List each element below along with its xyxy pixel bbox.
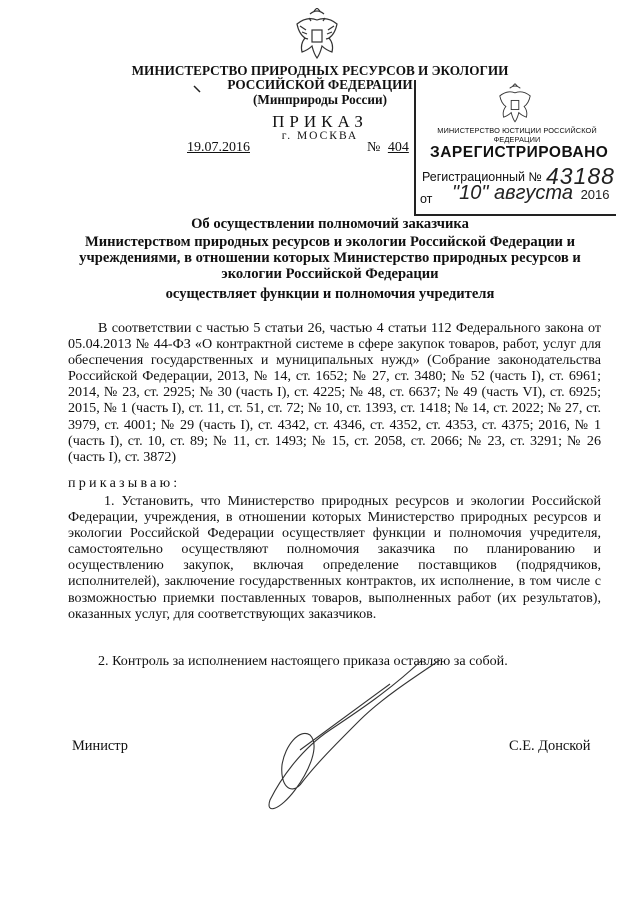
item-1-paragraph: 1. Установить, что Министерство природных ресурсов и экологии Российской Федерации, учреждения, в отношении которых Министерство природных ресурсов и экологии Российской Федерации осуществляет функции и полномочия учредителя, самостоятельно осуществляют полномочия заказчика по планированию и осуществлению закупок, включая определение поставщиков (подрядчиков, исполнителей), заключение государственных контрактов, их исполнение, в том числе с возможностью приемки поставленных товаров, выполненных работ (их результатов), оказанных услуг, для соответствующих заказчиков.: [68, 493, 601, 622]
title-line5: осуществляет функции и полномочия учредителя: [165, 286, 495, 302]
number-prefix: №: [367, 140, 381, 155]
signer-position: Министр: [72, 738, 128, 754]
handwritten-signature-icon: [240, 650, 480, 820]
stamp-date-prefix: от: [420, 192, 433, 206]
order-word: приказываю:: [68, 475, 181, 491]
stamp-reg-number: 43188: [546, 163, 615, 189]
stamp-status: ЗАРЕГИСТРИРОВАНО: [430, 144, 609, 161]
russian-coat-of-arms-icon: [496, 83, 534, 127]
ministry-name-line2: РОССИЙСКОЙ ФЕДЕРАЦИИ: [227, 77, 413, 92]
stamp-reg-label: Регистрационный №: [422, 170, 542, 184]
pen-mark: [193, 85, 201, 93]
russian-coat-of-arms-icon: [292, 8, 342, 64]
number-value: 404: [387, 140, 409, 155]
ministry-short-name: (Минприроды России): [253, 92, 387, 107]
order-date: 19.07.2016: [187, 140, 250, 155]
order-number: [367, 140, 409, 156]
stamp-date-handwritten: "10" августа: [452, 182, 573, 204]
ministry-name-line1: МИНИСТЕРСТВО ПРИРОДНЫХ РЕСУРСОВ И ЭКОЛОГИИ: [131, 63, 509, 78]
document-type: ПРИКАЗ: [272, 112, 368, 131]
registration-stamp: [414, 80, 616, 216]
city: г. МОСКВА: [281, 130, 359, 142]
preamble-paragraph: В соответствии с частью 5 статьи 26, частью 4 статьи 112 Федерального закона от 05.04.2013 № 44-ФЗ «О контрактной системе в сфере закупок товаров, работ, услуг для обеспечения государственных и муниципальных нужд» (Собрание законодательства Российской Федерации, 2013, № 14, ст. 1652; № 27, ст. 3480; № 52 (часть I), ст. 6961; 2014, № 23, ст. 2925; № 30 (часть I), ст. 4225; № 48, ст. 6637; № 49 (часть VI), ст. 6925; 2015, № 1 (часть I), ст. 11, ст. 51, ст. 72; № 10, ст. 1393, ст. 1418; № 14, ст. 2022; № 27, ст. 3979, ст. 4001; № 29 (часть I), ст. 4342, ст. 4346, ст. 4352, ст. 4353, ст. 4375; 2016, № 1 (часть I), ст. 10, ст. 89; № 11, ст. 1493; № 15, ст. 2058, ст. 2066; № 23, ст. 3291; № 26 (часть I), ст. 3872): [68, 320, 601, 465]
stamp-year: 2016: [580, 187, 610, 202]
signer-name: С.Е. Донской: [509, 738, 591, 754]
stamp-date: [452, 182, 609, 205]
item-2-paragraph: 2. Контроль за исполнением настоящего приказа оставляю за собой.: [98, 653, 508, 669]
title-line4: экологии Российской Федерации: [221, 266, 439, 282]
title-line1: Об осуществлении полномочий заказчика: [191, 216, 469, 232]
title-line2: Министерством природных ресурсов и экологии Российской Федерации и: [84, 234, 576, 250]
title-line3: учреждениями, в отношении которых Министерство природных ресурсов и: [79, 250, 581, 266]
stamp-ministry-name: МИНИСТЕРСТВО ЮСТИЦИИ РОССИЙСКОЙ ФЕДЕРАЦИИ: [437, 126, 597, 144]
